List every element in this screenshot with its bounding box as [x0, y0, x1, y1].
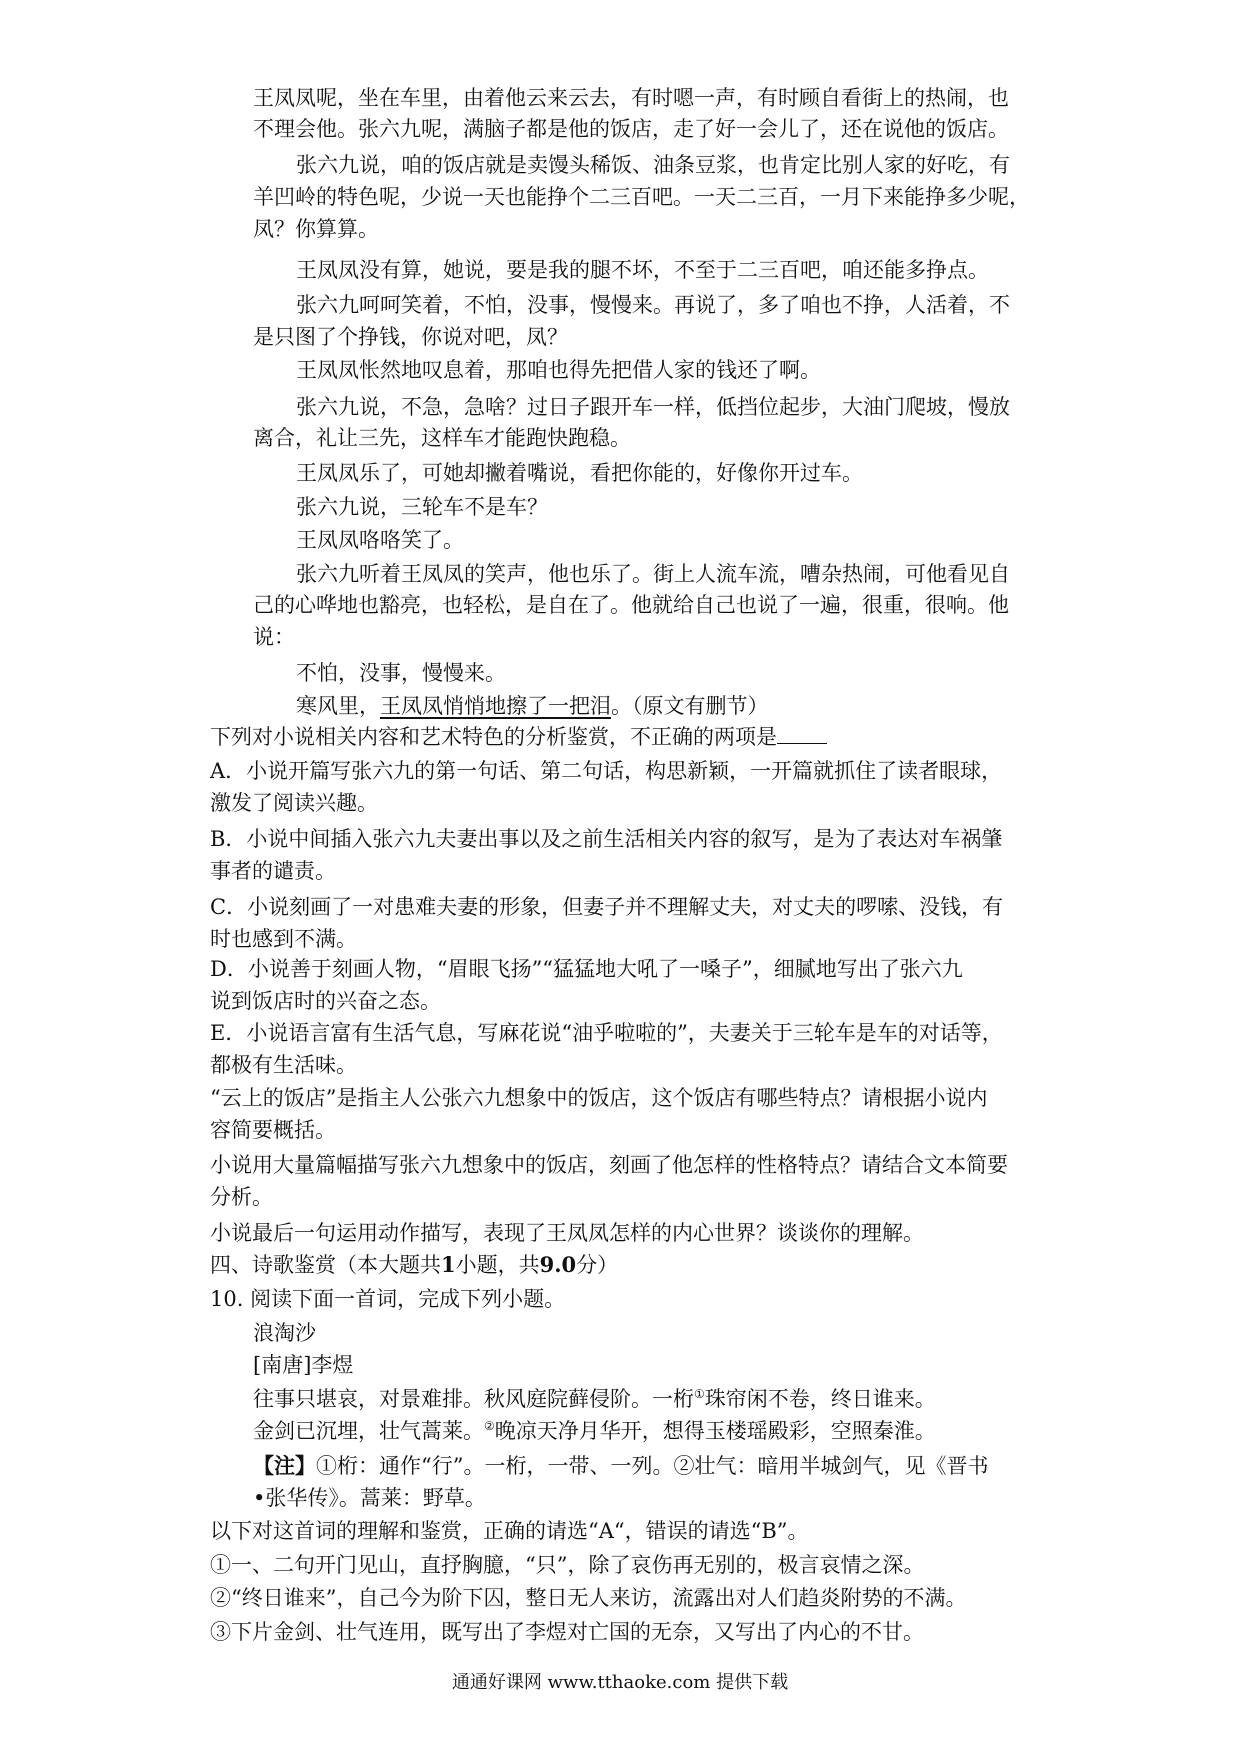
instruction: 以下对这首词的理解和鉴赏，正确的请选“A“，错误的请选“B”。: [210, 1519, 809, 1543]
story-text-line: 凤？你算算。: [253, 217, 379, 241]
option-b-line: 事者的谴责。: [210, 859, 336, 883]
question-4-line: 小说最后一句运用动作描写，表现了王凤凤怎样的内心世界？谈谈你的理解。: [210, 1221, 924, 1245]
story-text-line: 羊凹岭的特色呢，少说一天也能挣个二三百吧。一天二三百，一月下来能挣多少呢，: [253, 185, 1030, 209]
option-d-line: D．小说善于刻画人物，“眉眼飞扬”“猛猛地大吼了一嗓子”，细腻地写出了张六九: [210, 957, 963, 981]
option-d-line: 说到饭店时的兴奋之态。: [210, 989, 441, 1013]
poem-line-2: [253, 1416, 936, 1446]
page-footer: 通通好课网 www.tthaoke.com 提供下载: [451, 1672, 789, 1693]
poem-line-2-a: 金剑已沉埋，壮气蒿莱。: [253, 1419, 484, 1443]
question-main-text: 下列对小说相关内容和艺术特色的分析鉴赏，不正确的两项是: [210, 725, 777, 749]
option-c-line: 时也感到不满。: [210, 927, 357, 951]
story-text-line: 是只图了个挣钱，你说对吧，凤？: [253, 325, 568, 349]
story-text-line: 离合，礼让三先，这样车才能跑快跑稳。: [253, 426, 631, 450]
section-heading-mid: 小题，共: [455, 1253, 540, 1277]
story-text-line: 张六九说，不急，急啥？过日子跟开车一样，低挡位起步，大油门爬坡，慢放: [296, 395, 1010, 419]
story-last-pre: 寒风里，: [296, 694, 380, 718]
question-10: 10. 阅读下面一首词，完成下列小题。: [210, 1287, 566, 1311]
option-a-line: 激发了阅读兴趣。: [210, 791, 378, 815]
story-last-post: 。（原文有删节）: [611, 694, 769, 718]
section-heading: [210, 1250, 618, 1280]
story-text-line: 王凤凤呢，坐在车里，由着他云来云去，有时嗯一声，有时顾自看街上的热闹，也: [253, 86, 1009, 110]
poem-author: [南唐]李煜: [253, 1353, 354, 1377]
story-text-line: 己的心哗地也豁亮，也轻松，是自在了。他就给自己也说了一遍，很重，很响。他: [253, 593, 1009, 617]
judgement-item: ②“终日谁来”，自己今为阶下囚，整日无人来访，流露出对人们趋炎附势的不满。: [210, 1586, 967, 1610]
story-text-line: 张六九呵呵笑着，不怕，没事，慢慢来。再说了，多了咱也不挣，人活着，不: [296, 293, 1010, 317]
story-text-line: 王凤凤咯咯笑了。: [296, 528, 464, 552]
story-text-line: 张六九说，三轮车不是车？: [296, 495, 548, 519]
story-text-line: 王凤凤乐了，可她却撇着嘴说，看把你能的，好像你开过车。: [296, 461, 863, 485]
story-text-line: 张六九听着王凤凤的笑声，他也乐了。街上人流车流，嘈杂热闹，可他看见自: [296, 562, 1010, 586]
story-text-line: 张六九说，咱的饭店就是卖馒头稀饭、油条豆浆，也肯定比别人家的好吃，有: [296, 153, 1010, 177]
option-b-line: B．小说中间插入张六九夫妻出事以及之前生活相关内容的叙写，是为了表达对车祸肇: [210, 827, 1003, 851]
option-c-line: C．小说刻画了一对患难夫妻的形象，但妻子并不理解丈夫，对丈夫的啰嗦、没钱，有: [210, 895, 1004, 919]
story-text-line: 不怕，没事，慢慢来。: [296, 661, 506, 685]
poem-line-1-b: 珠帘闲不卷，终日谁来。: [704, 1387, 936, 1411]
question-2-line: 容简要概括。: [210, 1118, 336, 1142]
note-text: ①桁：通作“行”。一桁，一带、一列。②壮气：暗用半城剑气，见《晋书: [316, 1454, 989, 1478]
underlined-sentence: 王凤凤悄悄地擦了一把泪: [380, 694, 611, 718]
question-main: [210, 722, 827, 752]
story-text-line: 说：: [253, 625, 295, 649]
story-text-line: 王凤凤没有算，她说，要是我的腿不坏，不至于二三百吧，咱还能多挣点。: [296, 258, 989, 282]
question-3-line: 分析。: [210, 1185, 273, 1209]
poem-title: 浪淘沙: [253, 1321, 316, 1345]
poem-line-1-a: 往事只堪哀，对景难排。秋风庭院藓侵阶。一桁: [253, 1387, 694, 1411]
note-line-1: [253, 1451, 988, 1481]
judgement-item: ③下片金剑、壮气连用，既写出了李煜对亡国的无奈，又写出了内心的不甘。: [210, 1620, 924, 1644]
section-heading-pre: 四、诗歌鉴赏（本大题共: [210, 1253, 441, 1277]
section-heading-post: 分）: [576, 1253, 619, 1277]
question-2-line: “云上的饭店”是指主人公张六九想象中的饭店，这个饭店有哪些特点？请根据小说内: [210, 1086, 988, 1110]
footnote-marker: ②: [484, 1419, 495, 1433]
option-a-line: A．小说开篇写张六九的第一句话、第二句话，构思新颖，一开篇就抓住了读者眼球，: [210, 759, 1003, 783]
story-last-line: [296, 691, 769, 721]
note-line-2: •张华传》。蒿莱：野草。: [253, 1486, 486, 1510]
poem-line-1: [253, 1384, 936, 1414]
question-3-line: 小说用大量篇幅描写张六九想象中的饭店，刻画了他怎样的性格特点？请结合文本简要: [210, 1153, 1008, 1177]
section-question-count: 1: [441, 1252, 456, 1277]
section-score: 9.0: [539, 1252, 577, 1277]
poem-line-2-b: 晚凉天净月华开，想得玉楼瑶殿彩，空照秦淮。: [494, 1419, 936, 1443]
note-label: 【注】: [253, 1453, 316, 1478]
option-e-line: E．小说语言富有生活气息，写麻花说“油乎啦啦的”，夫妻关于三轮车是车的对话等，: [210, 1021, 1003, 1045]
option-e-line: 都极有生活味。: [210, 1053, 357, 1077]
answer-blank: [777, 723, 827, 744]
story-text-line: 王凤凤怅然地叹息着，那咱也得先把借人家的钱还了啊。: [296, 358, 821, 382]
story-text-line: 不理会他。张六九呢，满脑子都是他的饭店，走了好一会儿了，还在说他的饭店。: [253, 117, 1009, 141]
judgement-item: ①一、二句开门见山，直抒胸臆，“只”，除了哀伤再无别的，极言哀情之深。: [210, 1553, 925, 1577]
footnote-marker: ①: [694, 1387, 705, 1401]
